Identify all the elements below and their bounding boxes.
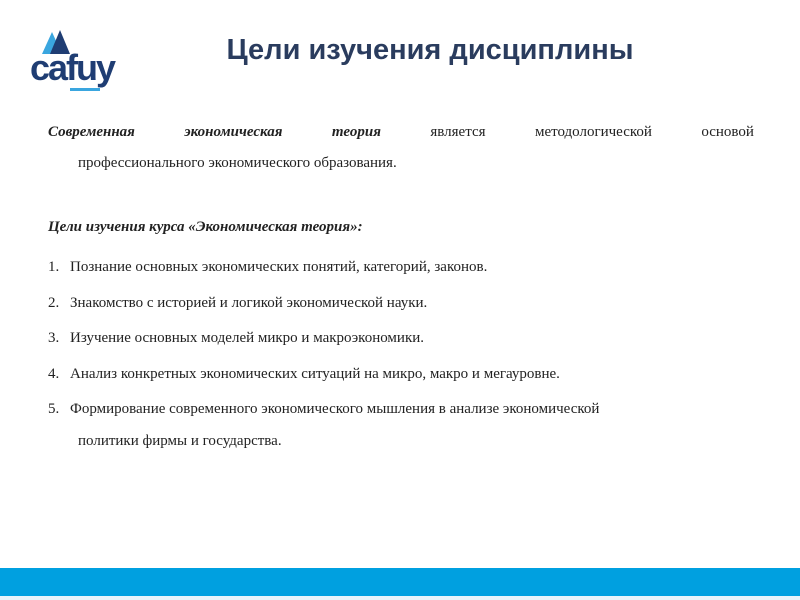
intro-word: экономическая xyxy=(184,124,283,140)
list-item xyxy=(48,397,754,449)
item-text-line-2: политики фирмы и государства. xyxy=(78,433,282,449)
footer-bar xyxy=(0,568,800,596)
item-number: 2. xyxy=(48,294,60,311)
item-text: Изучение основных моделей микро и макроэкономики. xyxy=(70,330,425,346)
intro-word: основой xyxy=(701,124,754,140)
item-number: 5. xyxy=(48,401,60,417)
item-text: Знакомство с историей и логикой экономической науки. xyxy=(70,294,428,311)
item-number: 4. xyxy=(48,365,60,382)
item-number: 1. xyxy=(48,259,60,275)
intro-line-1 xyxy=(48,117,754,148)
list-item xyxy=(48,255,754,291)
page-title: Цели изучения дисциплины xyxy=(226,34,634,66)
list-item xyxy=(48,326,754,362)
intro-word: теория xyxy=(331,124,381,140)
intro-paragraph xyxy=(48,117,754,179)
list-item xyxy=(48,291,754,327)
logo-underline xyxy=(70,88,100,91)
goals-list xyxy=(48,255,754,449)
university-logo xyxy=(30,28,115,94)
item-number: 3. xyxy=(48,330,60,346)
intro-word: методологической xyxy=(534,124,652,140)
item-text-line-1: Формирование современного экономического мышления в анализе экономической xyxy=(70,401,600,417)
footer-line xyxy=(0,596,800,600)
intro-line-2: профессионального экономического образования. xyxy=(78,155,397,171)
list-item xyxy=(48,362,754,398)
intro-word: Современная xyxy=(48,124,135,140)
logo-wordmark: cafuy xyxy=(30,47,115,88)
item-text xyxy=(70,393,754,457)
goals-heading: Цели изучения курса «Экономическая теория»: xyxy=(48,219,363,235)
intro-word: является xyxy=(430,124,486,140)
item-text: Анализ конкретных экономических ситуаций на микро, макро и мегауровне. xyxy=(70,365,560,382)
item-text: Познание основных экономических понятий, категорий, законов. xyxy=(70,259,488,275)
